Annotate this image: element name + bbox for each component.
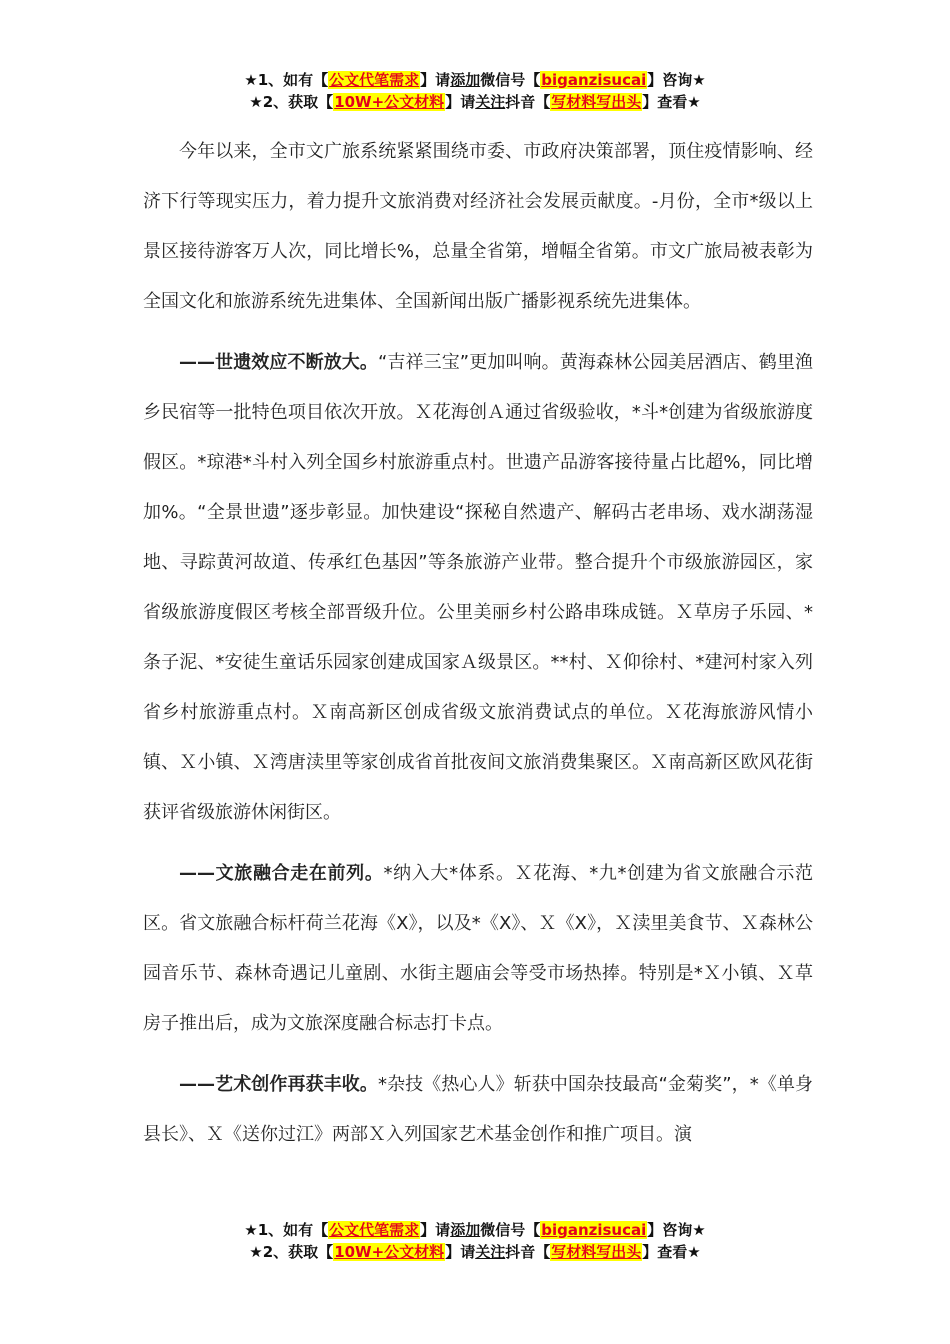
promo-line-1 <box>0 69 950 91</box>
promo-text: 微信号【 <box>480 71 541 89</box>
promo-emphasis: 关注 <box>475 1243 506 1261</box>
paragraph-lead: ——文旅融合走在前列。 <box>179 863 384 884</box>
promo-text: ★2、获取【 <box>249 93 334 111</box>
promo-line-2 <box>0 1241 950 1263</box>
promo-highlight: 写材料写出头 <box>551 93 642 111</box>
promo-text: 】请 <box>420 1221 451 1239</box>
promo-line-1 <box>0 1219 950 1241</box>
paragraph-text: *杂技《热心人》斩获中国杂技最高“金菊奖”，*《单身县长》、Ｘ《送你过江》两部Ｘ入列国家艺术基金创作和推广项目。演 <box>143 1074 814 1145</box>
promo-highlight: 公文代笔需求 <box>329 1221 420 1239</box>
promo-highlight: 写材料写出头 <box>551 1243 642 1261</box>
promo-text: 】查看★ <box>642 1243 701 1261</box>
paragraph-text: *纳入大*体系。Ｘ花海、*九*创建为省文旅融合示范区。省文旅融合标杆荷兰花海《X》，以及*《X》、Ｘ《X》，Ｘ渎里美食节、Ｘ森林公园音乐节、森林奇遇记儿童剧、水街主题庙会等受市场热捧。特别是*Ｘ小镇、Ｘ草房子推出后，成为文旅深度融合标志打卡点。 <box>143 863 814 1034</box>
paragraph-text: “吉祥三宝”更加叫响。黄海森林公园美居酒店、鹤里渔乡民宿等一批特色项目依次开放。Ｘ花海创Ａ通过省级验收，*斗*创建为省级旅游度假区。*琼港*斗村入列全国乡村旅游重点村。世遗产品游客接待量占比超%，同比增加%。“全景世遗”逐步彰显。加快建设“探秘自然遗产、解码古老串场、戏水湖荡湿地、寻踪黄河故道、传承红色基因”等条旅游产业带。整合提升个市级旅游园区，家省级旅游度假区考核全部晋级升位。公里美丽乡村公路串珠成链。Ｘ草房子乐园、*条子泥、*安徒生童话乐园家创建成国家Ａ级景区。**村、Ｘ仰徐村、*建河村家入列省乡村旅游重点村。Ｘ南高新区创成省级文旅消费试点的单位。Ｘ花海旅游风情小镇、Ｘ小镇、Ｘ湾唐渎里等家创成省首批夜间文旅消费集聚区。Ｘ南高新区欧风花街获评省级旅游休闲街区。 <box>143 352 813 823</box>
promo-text: 抖音【 <box>505 1243 551 1261</box>
promo-highlight: 公文代笔需求 <box>329 71 420 89</box>
paragraph-text: 今年以来，全市文广旅系统紧紧围绕市委、市政府决策部署，顶住疫情影响、经济下行等现实压力，着力提升文旅消费对经济社会发展贡献度。-月份，全市*级以上景区接待游客万人次，同比增长%，总量全省第，增幅全省第。市文广旅局被表彰为全国文化和旅游系统先进集体、全国新闻出版广播影视系统先进集体。 <box>143 141 813 312</box>
promo-highlight: biganzisucai <box>541 1221 647 1239</box>
promo-text: 微信号【 <box>480 1221 541 1239</box>
promo-text: 抖音【 <box>505 93 551 111</box>
promo-emphasis: 关注 <box>475 93 506 111</box>
promo-banner-bottom <box>0 1219 950 1263</box>
paragraph-intro <box>143 127 813 327</box>
promo-highlight: 10W+公文材料 <box>334 93 445 111</box>
document-body <box>143 127 813 1160</box>
promo-text: ★1、如有【 <box>244 71 329 89</box>
promo-text: 】请 <box>445 1243 476 1261</box>
paragraph-world-heritage <box>143 338 813 838</box>
paragraph-culture-tourism <box>143 849 813 1049</box>
promo-highlight: biganzisucai <box>541 71 647 89</box>
promo-text: 】咨询★ <box>647 1221 706 1239</box>
promo-text: ★1、如有【 <box>244 1221 329 1239</box>
paragraph-lead: ——艺术创作再获丰收。 <box>179 1074 378 1095</box>
paragraph-lead: ——世遗效应不断放大。 <box>179 352 378 373</box>
promo-highlight: 10W+公文材料 <box>334 1243 445 1261</box>
promo-line-2 <box>0 91 950 113</box>
promo-banner-top <box>0 69 950 113</box>
promo-text: 】查看★ <box>642 93 701 111</box>
promo-text: 】咨询★ <box>647 71 706 89</box>
promo-text: ★2、获取【 <box>249 1243 334 1261</box>
promo-text: 】请 <box>420 71 451 89</box>
paragraph-arts <box>143 1060 813 1160</box>
promo-text: 】请 <box>445 93 476 111</box>
promo-emphasis: 添加 <box>450 1221 481 1239</box>
promo-emphasis: 添加 <box>450 71 481 89</box>
